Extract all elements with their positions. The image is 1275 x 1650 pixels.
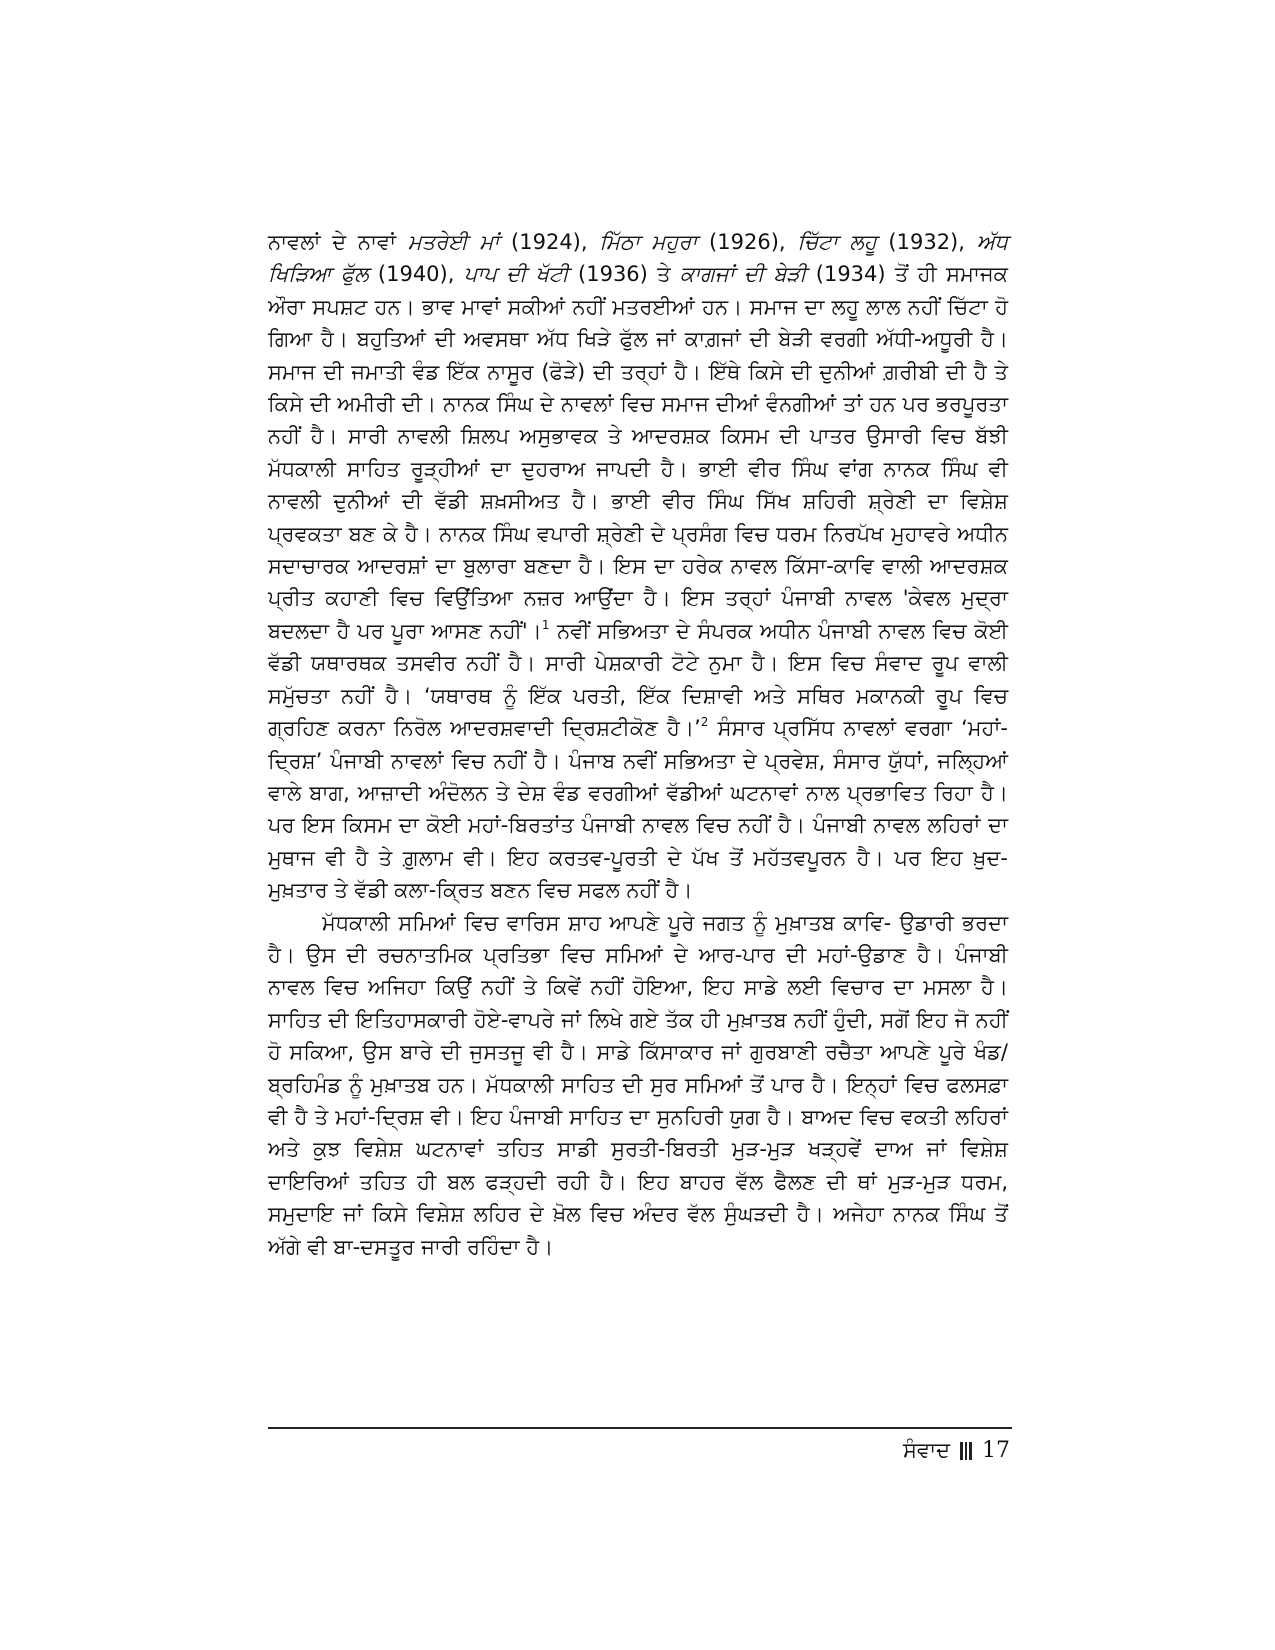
text-run: (1934) ਤੋਂ ਹੀ ਸਮਾਜਕ ਔਰਾ ਸਪਸ਼ਟ ਹਨ। ਭਾਵ ਮਾਵਾਂ ਸਕੀਆਂ ਨਹੀਂ ਮਤਰਈਆਂ ਹਨ। ਸਮਾਜ ਦਾ ਲਹੂ ਲਾਲ ਨਹੀਂ ਚਿੱਟਾ ਹੋ ਗਿਆ ਹੈ। ਬਹੁਤਿਆਂ ਦੀ ਅਵਸਥਾ ਅੱਧ ਖਿੜੇ ਫੁੱਲ ਜਾਂ ਕਾਗ਼ਜਾਂ ਦੀ ਬੇੜੀ ਵਰਗੀ ਅੱਧੀ-ਅਧੂਰੀ ਹੈ। ਸਮਾਜ ਦੀ ਜਮਾਤੀ ਵੰਡ ਇੱਕ ਨਾਸੂਰ (ਫੋੜੇ) ਦੀ ਤਰ੍ਹਾਂ ਹੈ। ਇੱਥੇ ਕਿਸੇ ਦੀ ਦੁਨੀਆਂ ਗ਼ਰੀਬੀ ਦੀ ਹੈ ਤੇ ਕਿਸੇ ਦੀ ਅਮੀਰੀ ਦੀ। ਨਾਨਕ ਸਿੰਘ ਦੇ ਨਾਵਲਾਂ ਵਿਚ ਸਮਾਜ ਦੀਆਂ ਵੰਨਗੀਆਂ ਤਾਂ ਹਨ ਪਰ ਭਰਪੂਰਤਾ ਨਹੀਂ ਹੈ। ਸਾਰੀ ਨਾਵਲੀ ਸ਼ਿਲਪ ਅਸੁਭਾਵਕ ਤੇ ਆਦਰਸ਼ਕ ਕਿਸਮ ਦੀ ਪਾਤਰ ਉਸਾਰੀ ਵਿਚ ਬੱਝੀ ਮੱਧਕਾਲੀ ਸਾਹਿਤ ਰੂੜ੍ਹੀਆਂ ਦਾ ਦੁਹਰਾਅ ਜਾਪਦੀ ਹੈ। ਭਾਈ ਵੀਰ ਸਿੰਘ ਵਾਂਗ ਨਾਨਕ ਸਿੰਘ ਵੀ ਨਾਵਲੀ ਦੁਨੀਆਂ ਦੀ ਵੱਡੀ ਸ਼ਖ਼ਸੀਅਤ ਹੈ। ਭਾਈ ਵੀਰ ਸਿੰਘ ਸਿੱਖ ਸ਼ਹਿਰੀ ਸ਼੍ਰੇਣੀ ਦਾ ਵਿਸ਼ੇਸ਼ ਪ੍ਰਵਕਤਾ ਬਣ ਕੇ ਹੈ। ਨਾਨਕ ਸਿੰਘ ਵਪਾਰੀ ਸ਼੍ਰੇਣੀ ਦੇ ਪ੍ਰਸੰਗ ਵਿਚ ਧਰਮ ਨਿਰਪੱਖ ਮੁਹਾਵਰੇ ਅਧੀਨ ਸਦਾਚਾਰਕ ਆਦਰਸ਼ਾਂ ਦਾ ਬੁਲਾਰਾ ਬਣਦਾ ਹੈ। ਇਸ ਦਾ ਹਰੇਕ ਨਾਵਲ ਕਿੱਸਾ-ਕਾਵਿ ਵਾਲੀ ਆਦਰਸ਼ਕ ਪ੍ਰੀਤ ਕਹਾਣੀ ਵਿਚ ਵਿਉਂਤਿਆ ਨਜ਼ਰ ਆਉਂਦਾ ਹੈ। ਇਸ ਤਰ੍ਹਾਂ ਪੰਜਾਬੀ ਨਾਵਲ 'ਕੇਵਲ ਮੁਦ੍ਰਾ ਬਦਲਦਾ ਹੈ ਪਰ ਪੂਰਾ ਆਸਣ ਨਹੀਂ'। xyxy=(268,262,1008,643)
text-run: (1926), xyxy=(697,230,798,254)
novel-title: ਪਾਪ ਦੀ ਖੱਟੀ xyxy=(463,262,569,287)
text-run: (1924), xyxy=(499,230,600,254)
novel-title: ਅੱਧ ਖਿੜਿਆ ਫੁੱਲ xyxy=(268,230,1009,287)
footer-rule xyxy=(268,1427,1012,1429)
text-run: ਮੱਧਕਾਲੀ ਸਮਿਆਂ ਵਿਚ ਵਾਰਿਸ ਸ਼ਾਹ ਆਪਣੇ ਪੂਰੇ ਜਗਤ ਨੂੰ ਮੁਖ਼ਾਤਬ ਕਾਵਿ- ਉਡਾਰੀ ਭਰਦਾ ਹੈ। ਉਸ ਦੀ ਰਚਨਾਤਮਿਕ ਪ੍ਰਤਿਭਾ ਵਿਚ ਸਮਿਆਂ ਦੇ ਆਰ-ਪਾਰ ਦੀ ਮਹਾਂ-ਉਡਾਣ ਹੈ। ਪੰਜਾਬੀ ਨਾਵਲ ਵਿਚ ਅਜਿਹਾ ਕਿਉਂ ਨਹੀਂ ਤੇ ਕਿਵੇਂ ਨਹੀਂ ਹੋਇਆ, ਇਹ ਸਾਡੇ ਲਈ ਵਿਚਾਰ ਦਾ ਮਸਲਾ ਹੈ। ਸਾਹਿਤ ਦੀ ਇਤਿਹਾਸਕਾਰੀ ਹੋਏ-ਵਾਪਰੇ ਜਾਂ ਲਿਖੇ ਗਏ ਤੱਕ ਹੀ ਮੁਖ਼ਾਤਬ ਨਹੀਂ ਹੁੰਦੀ, ਸਗੋਂ ਇਹ ਜੋ ਨਹੀਂ ਹੋ ਸਕਿਆ, ਉਸ ਬਾਰੇ ਦੀ ਜੁਸਤਜੂ ਵੀ ਹੈ। ਸਾਡੇ ਕਿੱਸਾਕਾਰ ਜਾਂ ਗੁਰਬਾਣੀ ਰਚੈਤਾ ਆਪਣੇ ਪੂਰੇ ਖੰਡ/ਬ੍ਰਹਿਮੰਡ ਨੂੰ ਮੁਖ਼ਾਤਬ ਹਨ। ਮੱਧਕਾਲੀ ਸਾਹਿਤ ਦੀ ਸੁਰ ਸਮਿਆਂ ਤੋਂ ਪਾਰ ਹੈ। ਇਨ੍ਹਾਂ ਵਿਚ ਫਲਸਫ਼ਾ ਵੀ ਹੈ ਤੇ ਮਹਾਂ-ਦ੍ਰਿਸ਼ ਵੀ। ਇਹ ਪੰਜਾਬੀ ਸਾਹਿਤ ਦਾ ਸੁਨਹਿਰੀ ਯੁਗ ਹੈ। ਬਾਅਦ ਵਿਚ ਵਕਤੀ ਲਹਿਰਾਂ ਅਤੇ ਕੁਝ ਵਿਸ਼ੇਸ਼ ਘਟਨਾਵਾਂ ਤਹਿਤ ਸਾਡੀ ਸੁਰਤੀ-ਬਿਰਤੀ ਮੁੜ-ਮੁੜ ਖੜ੍ਹਵੇਂ ਦਾਅ ਜਾਂ ਵਿਸ਼ੇਸ਼ ਦਾਇਰਿਆਂ ਤਹਿਤ ਹੀ ਬਲ ਫੜ੍ਹਦੀ ਰਹੀ ਹੈ। ਇਹ ਬਾਹਰ ਵੱਲ ਫੈਲਣ ਦੀ ਥਾਂ ਮੁੜ-ਮੁੜ ਧਰਮ, ਸਮੁਦਾਇ ਜਾਂ ਕਿਸੇ ਵਿਸ਼ੇਸ਼ ਲਹਿਰ ਦੇ ਖ਼ੋਲ ਵਿਚ ਅੰਦਰ ਵੱਲ ਸੁੰਘੜਦੀ ਹੈ। ਅਜੇਹਾ ਨਾਨਕ ਸਿੰਘ ਤੋਂ ਅੱਗੇ ਵੀ ਬਾ-ਦਸਤੂਰ ਜਾਰੀ ਰਹਿੰਦਾ ਹੈ। xyxy=(268,910,1008,1259)
journal-name: ਸੰਵਾਦ xyxy=(902,1438,950,1462)
paragraph xyxy=(268,907,1008,1263)
body-text xyxy=(268,226,1008,1263)
text-run: ਸੰਸਾਰ ਪ੍ਰਸਿੱਧ ਨਾਵਲਾਂ ਵਰਗਾ ‘ਮਹਾਂ-ਦ੍ਰਿਸ਼’ ਪੰਜਾਬੀ ਨਾਵਲਾਂ ਵਿਚ ਨਹੀਂ ਹੈ। ਪੰਜਾਬ ਨਵੀਂ ਸਭਿਅਤਾ ਦੇ ਪ੍ਰਵੇਸ਼, ਸੰਸਾਰ ਯੁੱਧਾਂ, ਜਲ੍ਹਿਆਂ ਵਾਲੇ ਬਾਗ, ਆਜ਼ਾਦੀ ਅੰਦੋਲਨ ਤੇ ਦੇਸ਼ ਵੰਡ ਵਰਗੀਆਂ ਵੱਡੀਆਂ ਘਟਨਾਵਾਂ ਨਾਲ ਪ੍ਰਭਾਵਿਤ ਰਿਹਾ ਹੈ। ਪਰ ਇਸ ਕਿਸਮ ਦਾ ਕੋਈ ਮਹਾਂ-ਬਿਰਤਾਂਤ ਪੰਜਾਬੀ ਨਾਵਲ ਵਿਚ ਨਹੀਂ ਹੈ। ਪੰਜਾਬੀ ਨਾਵਲ ਲਹਿਰਾਂ ਦਾ ਮੁਥਾਜ ਵੀ ਹੈ ਤੇ ਗ਼ੁਲਾਮ ਵੀ। ਇਹ ਕਰਤਵ-ਪੂਰਤੀ ਦੇ ਪੱਖ ਤੋਂ ਮਹੱਤਵਪੂਰਨ ਹੈ। ਪਰ ਇਹ ਖ਼ੁਦ-ਮੁਖ਼ਤਾਰ ਤੇ ਵੱਡੀ ਕਲਾ-ਕ੍ਰਿਤ ਬਣਨ ਵਿਚ ਸਫਲ ਨਹੀਂ ਹੈ। xyxy=(268,716,1009,903)
bars-icon xyxy=(960,1442,972,1460)
novel-title: ਮਿੱਠਾ ਮਹੁਰਾ xyxy=(599,230,698,254)
novel-title: ਚਿੱਟਾ ਲਹੂ xyxy=(797,230,877,254)
text-run: (1940), xyxy=(368,262,464,287)
page-footer xyxy=(903,1438,1010,1463)
page-number: 17 xyxy=(982,1438,1010,1463)
novel-title: ਕਾਗਜਾਂ ਦੀ ਬੇੜੀ xyxy=(679,262,807,287)
text-run: (1932), xyxy=(876,230,977,254)
novel-title: ਮਤਰੇਈ ਮਾਂ xyxy=(407,230,500,254)
paragraph xyxy=(268,226,1008,907)
text-run: (1936) ਤੇ xyxy=(568,262,680,287)
text-run: ਨਵੀਂ ਸਭਿਅਤਾ ਦੇ ਸੰਪਰਕ ਅਧੀਨ ਪੰਜਾਬੀ ਨਾਵਲ ਵਿਚ ਕੋਈ ਵੱਡੀ ਯਥਾਰਥਕ ਤਸਵੀਰ ਨਹੀਂ ਹੈ। ਸਾਰੀ ਪੇਸ਼ਕਾਰੀ ਟੋਟੇ ਨੁਮਾ ਹੈ। ਇਸ ਵਿਚ ਸੰਵਾਦ ਰੂਪ ਵਾਲੀ ਸਮੁੱਚਤਾ ਨਹੀਂ ਹੈ। ‘ਯਥਾਰਥ ਨੂੰ ਇੱਕ ਪਰਤੀ, ਇੱਕ ਦਿਸ਼ਾਵੀ ਅਤੇ ਸਥਿਰ ਮਕਾਨਕੀ ਰੂਪ ਵਿਚ ਗ੍ਰਹਿਣ ਕਰਨਾ ਨਿਰੋਲ ਆਦਰਸ਼ਵਾਦੀ ਦ੍ਰਿਸ਼ਟੀਕੋਣ ਹੈ।’ xyxy=(268,618,1009,741)
footnote-ref: 1 xyxy=(541,617,550,632)
text-run: ਨਾਵਲਾਂ ਦੇ ਨਾਵਾਂ xyxy=(268,230,408,254)
footnote-ref: 2 xyxy=(700,715,709,730)
